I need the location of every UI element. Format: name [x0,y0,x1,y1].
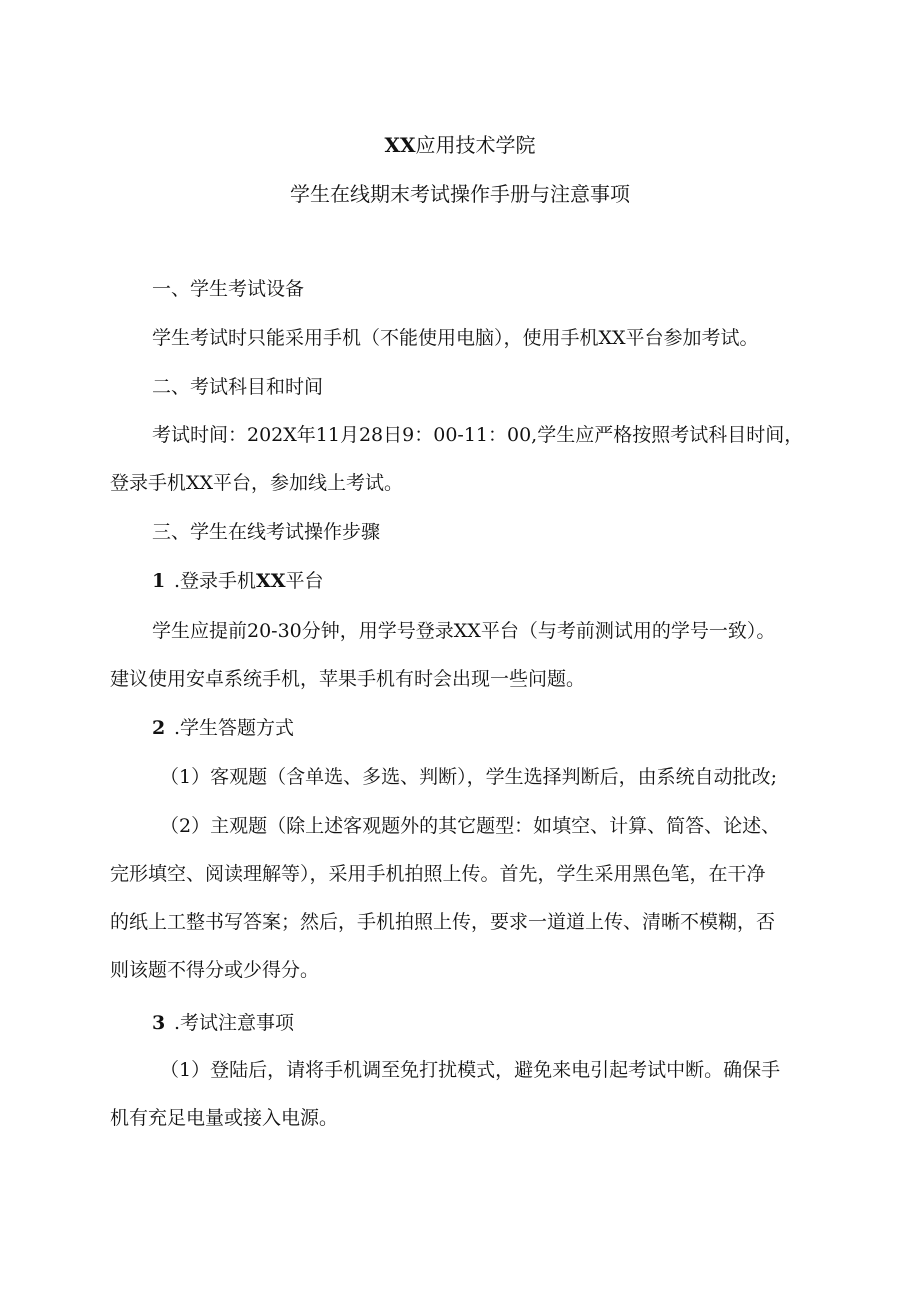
section-2-body-line-2: 登录手机XX平台，参加线上考试。 [110,472,404,494]
step-1-title-post: 平台 [285,570,324,592]
step-2-item-2-line-4: 则该题不得分或少得分。 [110,959,320,981]
step-2-title [152,715,294,741]
section-3-heading: 三、学生在线考试操作步骤 [152,521,381,543]
step-2-number: 2 [152,717,166,739]
step-2-item-2-line-1: （2）主观题（除上述客观题外的其它题型：如填空、计算、简答、论述、 [160,815,781,837]
step-1-title-bold: XX [256,570,286,592]
step-3-number: 3 [152,1012,166,1034]
step-1-line-1: 学生应提前20-30分钟，用学号登录XX平台（与考前测试用的学号一致）。 [152,620,776,642]
school-name-rest: 应用技术学院 [415,133,536,157]
school-name-bold: XX [384,133,416,157]
step-1-line-2: 建议使用安卓系统手机，苹果手机有时会出现一些问题。 [110,668,586,690]
step-1-title [152,568,324,594]
section-1-heading: 一、学生考试设备 [152,278,305,300]
step-3-title [152,1010,294,1036]
step-1-number: 1 [152,570,166,592]
document-title: 学生在线期末考试操作手册与注意事项 [290,182,630,206]
step-2-item-1: （1）客观题（含单选、多选、判断），学生选择判断后，由系统自动批改; [160,766,777,788]
step-2-item-2-line-3: 的纸上工整书写答案；然后，手机拍照上传，要求一道道上传、清晰不模糊，否 [110,911,776,933]
step-3-item-1-line-1: （1）登陆后，请将手机调至免打扰模式，避免来电引起考试中断。确保手 [160,1059,781,1081]
section-2-heading: 二、考试科目和时间 [152,376,324,398]
school-name [0,132,920,158]
step-2-item-2-line-2: 完形填空、阅读理解等），采用手机拍照上传。首先，学生采用黑色笔，在干净 [110,863,766,885]
step-2-title-text: .学生答题方式 [174,717,295,739]
step-3-item-1-line-2: 机有充足电量或接入电源。 [110,1107,339,1129]
step-3-title-text: .考试注意事项 [174,1012,295,1034]
section-1-body: 学生考试时只能采用手机（不能使用电脑），使用手机XX平台参加考试。 [152,327,759,349]
step-1-title-pre: .登录手机 [174,570,257,592]
section-2-body-line-1: 考试时间：202X年11月28日9：00-11：00,学生应严格按照考试科目时间， [152,424,804,446]
